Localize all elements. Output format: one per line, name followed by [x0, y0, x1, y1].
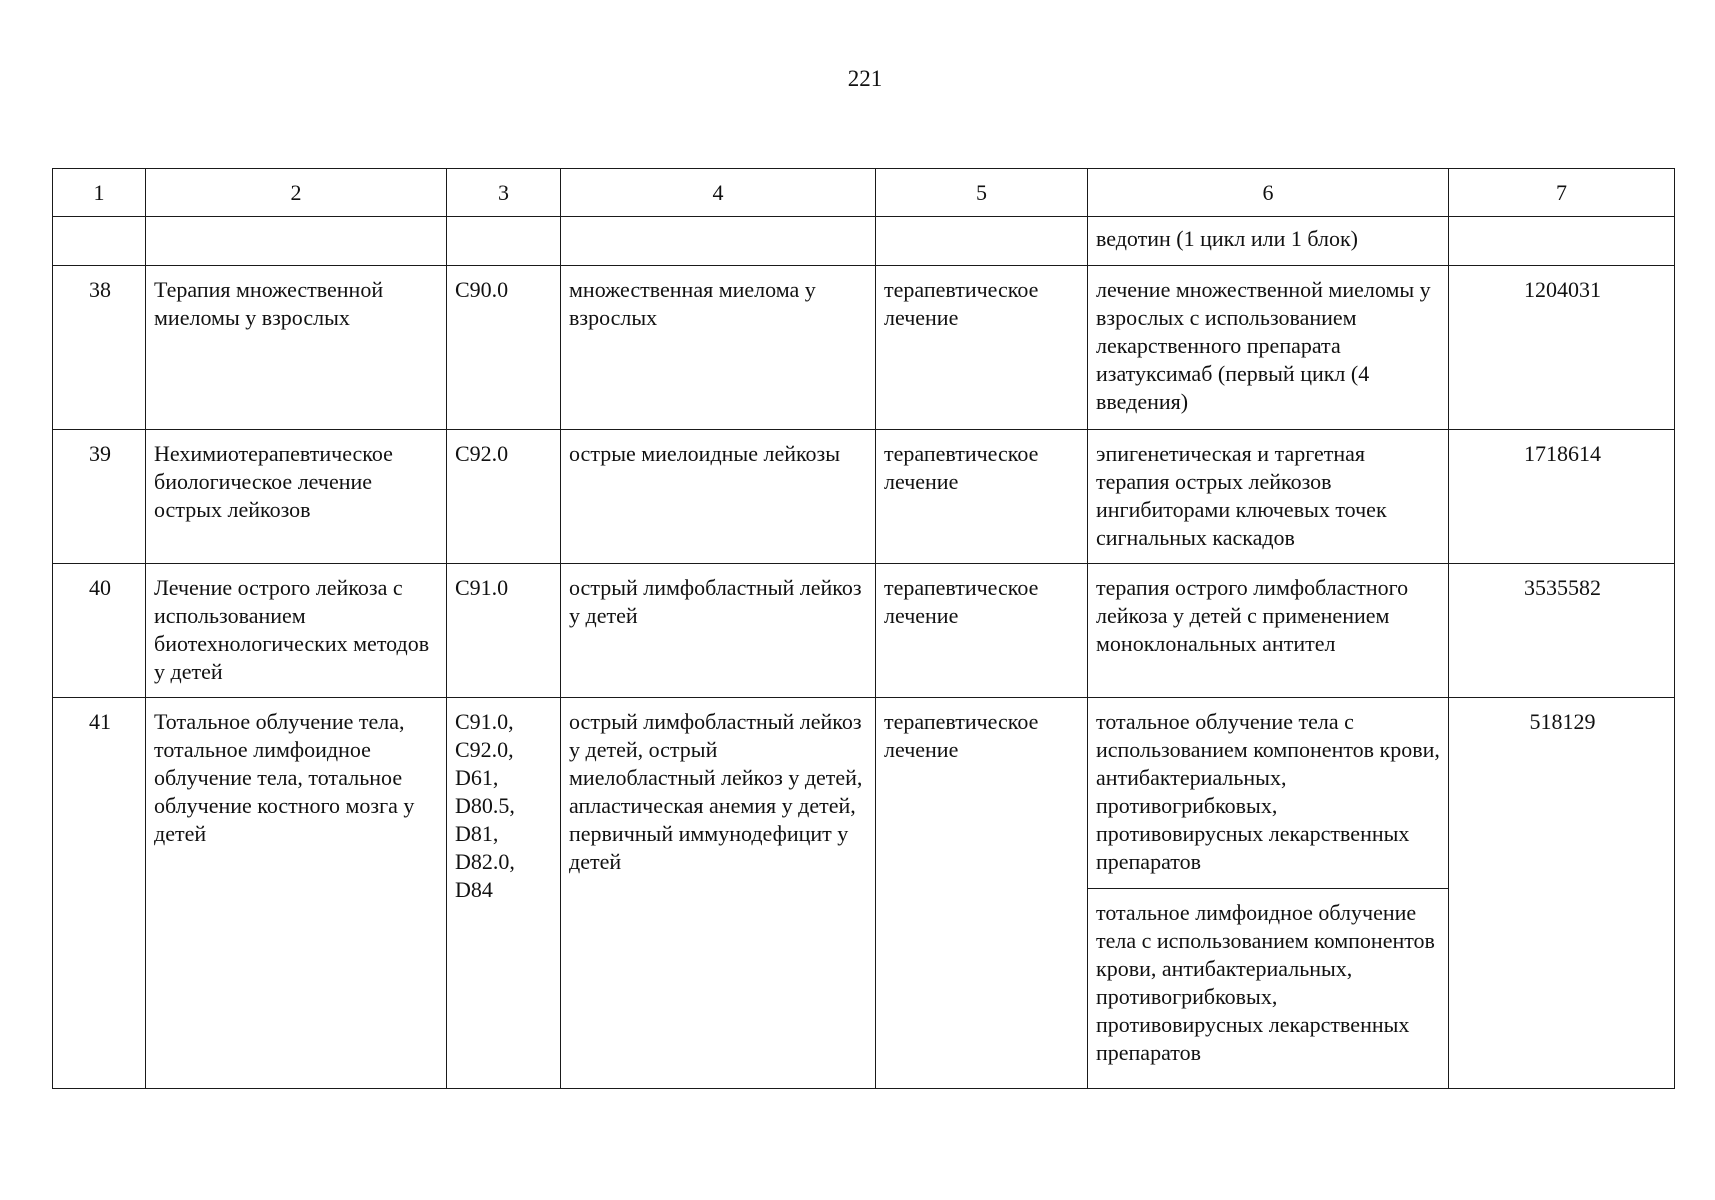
page-number: 221: [847, 66, 883, 91]
patient-model: острый лимфобластный лейкоз у детей, острый миелобластный лейкоз у детей, апластическая анемия у детей, первичный иммунодефицит у детей: [561, 698, 876, 1089]
cost-value: 1718614: [1449, 430, 1675, 564]
empty-cell: [53, 217, 146, 266]
treatment-name: Лечение острого лейкоза с использованием биотехнологических методов у детей: [146, 564, 447, 698]
header-cell: 3: [447, 169, 561, 217]
header-row: [53, 169, 1675, 217]
table-row: [53, 564, 1675, 698]
empty-cell: [447, 217, 561, 266]
treatment-type: терапевтическое лечение: [876, 266, 1088, 430]
table-row: [53, 698, 1675, 889]
cost-value: 1204031: [1449, 266, 1675, 430]
treatment-name: Нехимиотерапевтическое биологическое лечение острых лейкозов: [146, 430, 447, 564]
cost-value: 518129: [1449, 698, 1675, 1089]
treatment-name: Тотальное облучение тела, тотальное лимфоидное облучение тела, тотальное облучение костного мозга у детей: [146, 698, 447, 1089]
icd-codes: C91.0: [447, 564, 561, 698]
method-cell: лечение множественной миеломы у взрослых с использованием лекарственного препарата изатуксимаб (первый цикл (4 введения): [1088, 266, 1449, 430]
header-cell: 7: [1449, 169, 1675, 217]
treatment-type: терапевтическое лечение: [876, 698, 1088, 1089]
icd-codes: C91.0, C92.0, D61, D80.5, D81, D82.0, D84: [447, 698, 561, 1089]
empty-cell: [1449, 217, 1675, 266]
empty-cell: [876, 217, 1088, 266]
header-cell: 6: [1088, 169, 1449, 217]
row-number: 38: [53, 266, 146, 430]
continuation-row: [53, 217, 1675, 266]
row-number: 41: [53, 698, 146, 1089]
icd-codes: C92.0: [447, 430, 561, 564]
header-cell: 1: [53, 169, 146, 217]
header-cell: 5: [876, 169, 1088, 217]
method-cell: тотальное лимфоидное облучение тела с использованием компонентов крови, антибактериальных, противогрибковых, противовирусных лекарственных препаратов: [1088, 889, 1449, 1089]
method-cell: терапия острого лимфобластного лейкоза у детей с применением моноклональных антител: [1088, 564, 1449, 698]
patient-model: острые миелоидные лейкозы: [561, 430, 876, 564]
patient-model: множественная миелома у взрослых: [561, 266, 876, 430]
treatment-type: терапевтическое лечение: [876, 430, 1088, 564]
row-number: 40: [53, 564, 146, 698]
treatment-type: терапевтическое лечение: [876, 564, 1088, 698]
patient-model: острый лимфобластный лейкоз у детей: [561, 564, 876, 698]
cost-value: 3535582: [1449, 564, 1675, 698]
table-row: [53, 266, 1675, 430]
row-number: 39: [53, 430, 146, 564]
treatment-table: [52, 168, 1675, 1089]
header-cell: 4: [561, 169, 876, 217]
empty-cell: [146, 217, 447, 266]
table-row: [53, 430, 1675, 564]
method-cell: ведотин (1 цикл или 1 блок): [1088, 217, 1449, 266]
empty-cell: [561, 217, 876, 266]
header-cell: 2: [146, 169, 447, 217]
icd-codes: C90.0: [447, 266, 561, 430]
treatment-name: Терапия множественной миеломы у взрослых: [146, 266, 447, 430]
method-cell: тотальное облучение тела с использованием компонентов крови, антибактериальных, противогрибковых, противовирусных лекарственных препаратов: [1088, 698, 1449, 889]
method-cell: эпигенетическая и таргетная терапия острых лейкозов ингибиторами ключевых точек сигнальных каскадов: [1088, 430, 1449, 564]
